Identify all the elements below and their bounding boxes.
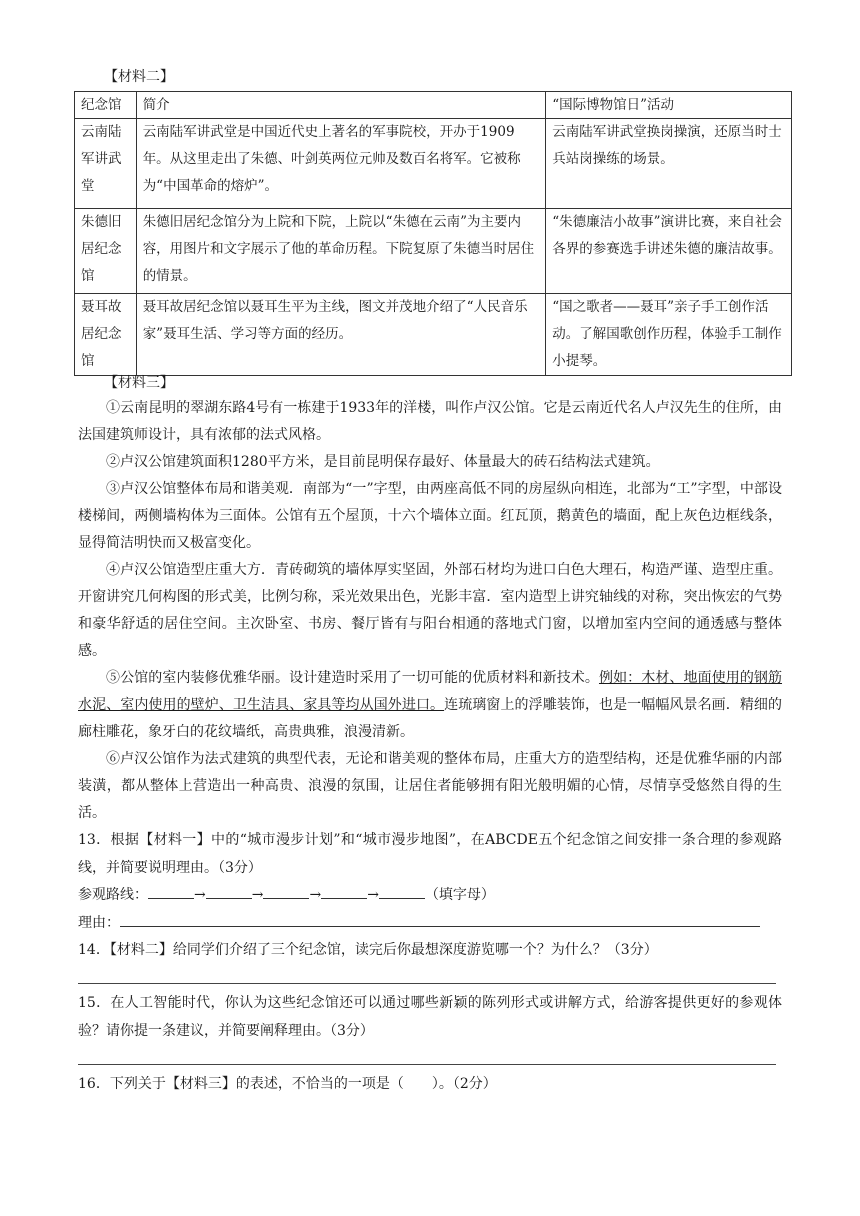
museum-activity: “国之歌者——聂耳”亲子手工创作活动。了解国歌创作历程，体验手工制作小提琴。: [546, 294, 792, 376]
paragraph-5: [78, 665, 782, 746]
route-blank-5[interactable]: [379, 882, 425, 899]
q13-reason-row: [78, 909, 782, 937]
paragraph-5-underlined: 例如：木材、地面使用的钢筋水泥、室内使用的壁炉、卫生洁具、家具等均从国外进口。: [78, 670, 783, 713]
museum-name: 朱德旧居纪念馆: [75, 209, 137, 294]
question-14: 14．【材料二】给同学们介绍了三个纪念馆，读完后你最想深度游览哪一个？为什么？（3分）: [78, 942, 658, 958]
paragraph-6: ⑥卢汉公馆作为法式建筑的典型代表，无论和谐美观的整体布局，庄重大方的造型结构，还是优雅华丽的内部装潢，都从整体上营造出一种高贵、浪漫的氛围，让居住者能够拥有阳光般明媚的心情，尽情享受悠然自得的生活。: [78, 751, 782, 821]
question-15: 15．在人工智能时代，你认为这些纪念馆还可以通过哪些新颖的陈列形式或讲解方式，给游客提供更好的参观体验？请你提一条建议，并简要阐释理由。（3分）: [78, 995, 782, 1039]
material3-heading: 【材料三】: [104, 375, 174, 391]
museum-intro: 朱德旧居纪念馆分为上院和下院，上院以“朱德在云南”为主要内容，用图片和文字展示了他的革命历程。下院复原了朱德当时居住的情景。: [136, 209, 546, 294]
q13-route-label: 参观路线：: [78, 887, 148, 903]
museum-name: 云南陆军讲武堂: [75, 119, 137, 209]
reason-answer-line[interactable]: [120, 910, 760, 927]
paragraph-1: ①云南昆明的翠湖东路4号有一栋建于1933年的洋楼，叫作卢汉公馆。它是云南近代名人卢汉先生的住所，由法国建筑师设计，具有浓郁的法式风格。: [78, 400, 782, 443]
q14-answer-line[interactable]: [78, 983, 776, 984]
route-blank-3[interactable]: [263, 882, 309, 899]
fill-letter-hint: （填字母）: [424, 887, 495, 903]
paragraph-4: ④卢汉公馆造型庄重大方．青砖砌筑的墙体厚实坚固，外部石材均为进口白色大理石，构造严谨、造型庄重。开窗讲究几何构图的形式美，比例匀称，采光效果出色，光影丰富．室内造型上讲究轴线的对称，突出恢宏的气势和豪华舒适的居住空间。主次卧室、书房、餐厅皆有与阳台相通的落地式门窗，以增加室内空间的通透感与整体感。: [78, 562, 782, 659]
museum-intro: 聂耳故居纪念馆以聂耳生平为主线，图文并茂地介绍了“人民音乐家”聂耳生活、学习等方面的经历。: [136, 294, 546, 376]
museum-intro: 云南陆军讲武堂是中国近代史上著名的军事院校，开办于1909年。从这里走出了朱德、叶剑英两位元帅及数百名将军。它被称为“中国革命的熔炉”。: [136, 119, 546, 209]
table-row: [75, 209, 792, 294]
paragraph-5-tail: 连琉璃窗上的浮雕装饰，也是一幅幅风景名画．精细的廊柱雕花，象牙白的花纹墙纸，高贵典雅，浪漫清新。: [78, 697, 783, 740]
paragraph-2: ②卢汉公馆建筑面积1280平方米，是目前昆明保存最好、体量最大的砖石结构法式建筑。: [106, 454, 660, 470]
museum-activity: “朱德廉洁小故事”演讲比赛，来自社会各界的参赛选手讲述朱德的廉洁故事。: [546, 209, 792, 294]
question-13: 13．根据【材料一】中的“城市漫步计划”和“城市漫步地图”，在ABCDE五个纪念馆之间安排一条合理的参观路线，并简要说明理由。（3分）: [78, 832, 782, 876]
q15-answer-line[interactable]: [78, 1064, 776, 1065]
table-row: [75, 294, 792, 376]
q13-reason-label: 理由：: [78, 915, 120, 931]
museum-activity: 云南陆军讲武堂换岗操演，还原当时士兵站岗操练的场景。: [546, 119, 792, 209]
question-16: 16．下列关于【材料三】的表述，不恰当的一项是（ ）。（2分）: [78, 1076, 497, 1092]
arrow-icon: →: [367, 887, 379, 903]
arrow-icon: →: [194, 887, 206, 903]
museum-name: 聂耳故居纪念馆: [75, 294, 137, 376]
route-blank-2[interactable]: [206, 882, 252, 899]
header-intro: 简介: [136, 92, 546, 119]
table-row: [75, 119, 792, 209]
material2-heading: 【材料二】: [104, 69, 174, 85]
route-blank-4[interactable]: [321, 882, 367, 899]
museum-table: [74, 91, 792, 376]
route-blank-1[interactable]: [148, 882, 194, 899]
q13-route-row: [78, 881, 782, 909]
arrow-icon: →: [251, 887, 264, 903]
arrow-icon: →: [309, 887, 322, 903]
table-header-row: [75, 92, 792, 119]
paragraph-5-text: ⑤公馆的室内装修优雅华丽。设计建造时采用了一切可能的优质材料和新技术。: [106, 670, 599, 686]
paragraph-3: ③卢汉公馆整体布局和谐美观．南部为“一”字型，由两座高低不同的房屋纵向相连，北部为“工”字型，中部设楼梯间，两侧墙构体为三面体。公馆有五个屋顶，十六个墙体立面。红瓦顶，鹅黄色的墙面，配上灰色边框线条，显得简洁明快而又极富变化。: [78, 481, 782, 551]
header-activity: “国际博物馆日”活动: [546, 92, 792, 119]
header-museum: 纪念馆: [75, 92, 137, 119]
